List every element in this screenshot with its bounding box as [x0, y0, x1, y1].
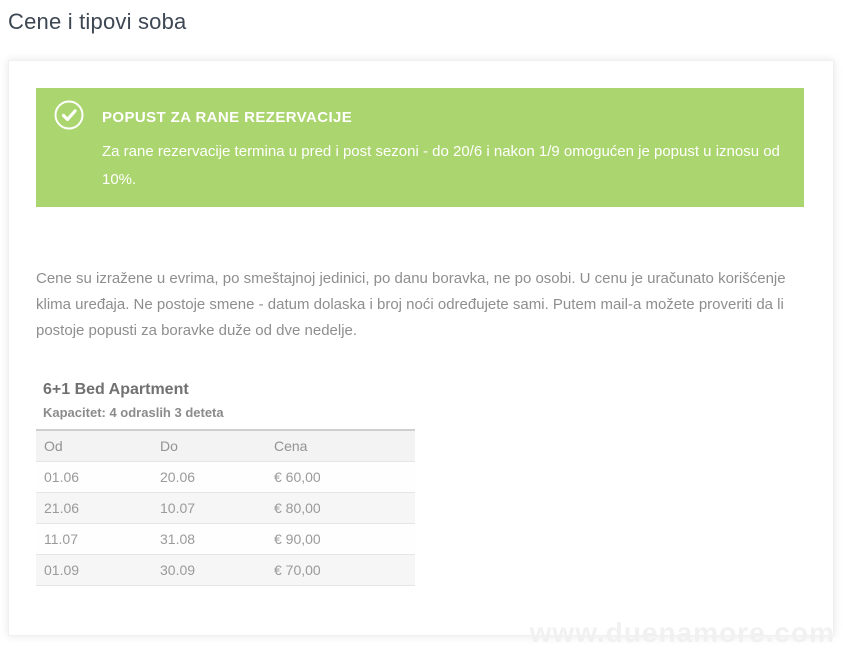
cell-od: 11.07 [36, 523, 152, 554]
page-title: Cene i tipovi soba [8, 9, 187, 34]
table-row [36, 461, 415, 492]
cell-do: 30.09 [152, 554, 266, 585]
check-circle-icon [54, 100, 84, 130]
cell-do: 31.08 [152, 523, 266, 554]
column-header-do: Do [152, 430, 266, 461]
discount-alert [36, 88, 804, 207]
table-row [36, 523, 415, 554]
cell-do: 20.06 [152, 461, 266, 492]
cell-cena: € 80,00 [266, 492, 415, 523]
cell-cena: € 90,00 [266, 523, 415, 554]
content-card [8, 60, 834, 636]
table-row [36, 554, 415, 585]
cell-od: 21.06 [36, 492, 152, 523]
cell-od: 01.06 [36, 461, 152, 492]
alert-body: Za rane rezervacije termina u pred i post sezoni - do 20/6 i nakon 1/9 omogućen je popust u iznosu od 10%. [102, 143, 780, 188]
watermark: www.duenamore.com [529, 617, 835, 648]
cell-od: 01.09 [36, 554, 152, 585]
column-header-cena: Cena [266, 430, 415, 461]
cell-cena: € 60,00 [266, 461, 415, 492]
price-table [36, 429, 415, 586]
price-table-header-row [36, 430, 415, 461]
alert-title: POPUST ZA RANE REZERVACIJE [102, 109, 353, 126]
cell-do: 10.07 [152, 492, 266, 523]
room-capacity: Kapacitet: 4 odraslih 3 deteta [43, 405, 224, 420]
room-name: 6+1 Bed Apartment [43, 381, 189, 398]
column-header-od: Od [36, 430, 152, 461]
cell-cena: € 70,00 [266, 554, 415, 585]
table-row [36, 492, 415, 523]
intro-paragraph: Cene su izražene u evrima, po smeštajnoj jedinici, po danu boravka, ne po osobi. U cenu je uračunato korišćenje klima uređaja. Ne postoje smene - datum dolaska i broj noći određujete sami. Putem mail-a možete proveriti da li postoje popusti za boravke duže od dve nedelje. [36, 270, 786, 339]
